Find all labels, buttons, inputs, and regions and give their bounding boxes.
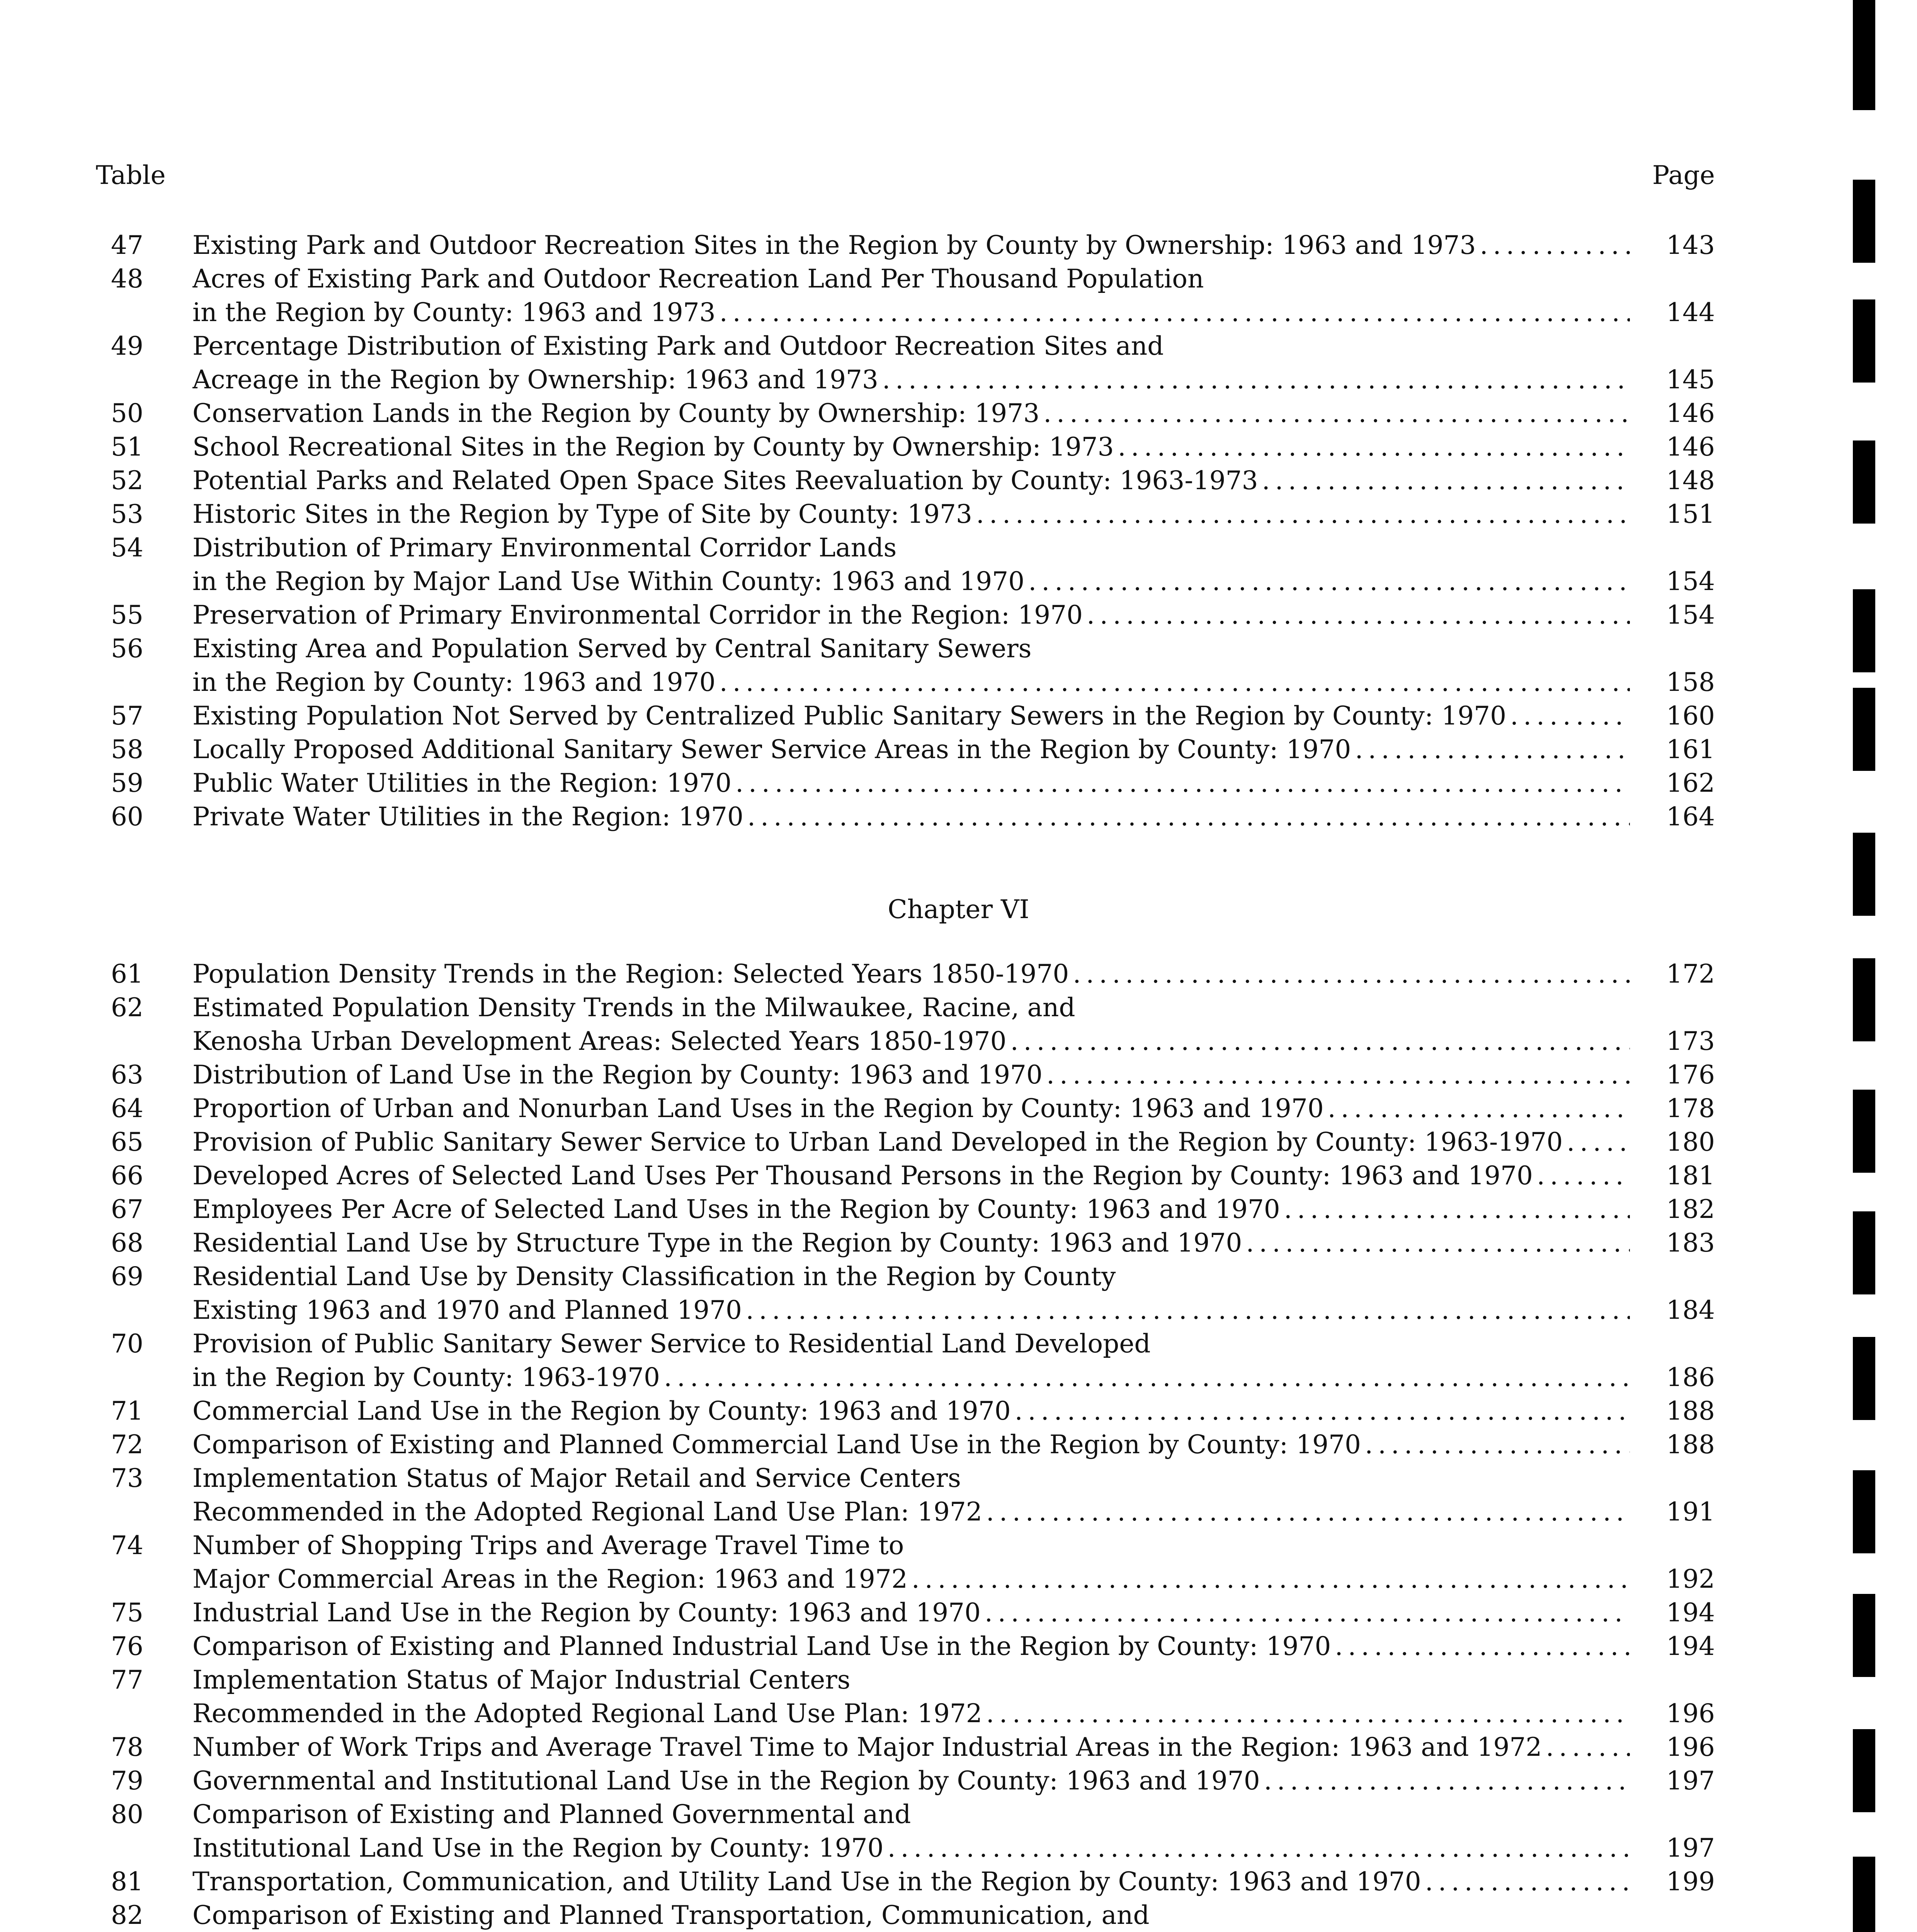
table-title: Comparison of Existing and Planned Commercial Land Use in the Region by County: 1970 . . . — [192, 1430, 1630, 1459]
chapter-heading: Chapter VI — [888, 895, 1029, 924]
toc-entry-line — [0, 1329, 1917, 1362]
table-title: in the Region by County: 1963-1970 . . . — [192, 1362, 1630, 1392]
page-number: 146 — [1666, 398, 1715, 428]
toc-entry-line — [0, 1497, 1917, 1531]
toc-entry — [0, 1799, 1917, 1867]
table-number: 82 — [111, 1900, 143, 1930]
toc-entry-line — [0, 1699, 1917, 1732]
toc-entry-line — [0, 466, 1917, 499]
table-number: 67 — [111, 1194, 143, 1224]
toc-entry — [0, 1329, 1917, 1396]
table-number: 80 — [111, 1799, 143, 1829]
toc-entry-line — [0, 993, 1917, 1026]
toc-entry — [0, 1867, 1917, 1900]
toc-entry-line — [0, 1463, 1917, 1497]
table-title: Potential Parks and Related Open Space Sites Reevaluation by County: 1963-1973 . . . — [192, 466, 1630, 495]
toc-entry-line — [0, 1833, 1917, 1867]
toc-entry-line — [0, 1161, 1917, 1194]
toc-entry — [0, 1430, 1917, 1463]
table-number: 64 — [111, 1094, 143, 1123]
table-title: Institutional Land Use in the Region by County: 1970 . . . — [192, 1833, 1630, 1863]
table-number: 71 — [111, 1396, 143, 1426]
table-number: 81 — [111, 1867, 143, 1896]
toc-entry — [0, 735, 1917, 768]
table-title: Residential Land Use by Density Classification in the Region by County — [192, 1262, 1630, 1291]
binding-mark — [1853, 440, 1875, 524]
table-title: Distribution of Primary Environmental Corridor Lands — [192, 533, 1630, 563]
table-title: Existing Park and Outdoor Recreation Sites in the Region by County by Ownership: 1963 and 1973 . . . — [192, 230, 1630, 260]
binding-mark — [1853, 180, 1875, 263]
toc-entry — [0, 959, 1917, 993]
table-title: Number of Work Trips and Average Travel Time to Major Industrial Areas in the Region: 1963 and 1972 . . . — [192, 1732, 1630, 1762]
page-number: 196 — [1666, 1699, 1715, 1728]
table-number: 49 — [111, 331, 143, 361]
binding-mark — [1853, 1337, 1875, 1420]
table-number: 53 — [111, 499, 143, 529]
binding-mark — [1853, 1090, 1875, 1173]
table-title: Public Water Utilities in the Region: 1970 . . . — [192, 768, 1630, 798]
table-number: 66 — [111, 1161, 143, 1190]
page-number: 146 — [1666, 432, 1715, 462]
table-title: Comparison of Existing and Planned Governmental and — [192, 1799, 1630, 1829]
table-number: 59 — [111, 768, 143, 798]
toc-entry-line — [0, 499, 1917, 533]
toc-entry — [0, 1900, 1917, 1932]
page-number: 145 — [1666, 365, 1715, 395]
toc-entry — [0, 1766, 1917, 1799]
binding-mark — [1853, 1594, 1875, 1677]
toc-entry-line — [0, 365, 1917, 398]
page-number: 176 — [1666, 1060, 1715, 1090]
table-list-section-1 — [0, 230, 1917, 835]
table-column-header: Table — [96, 160, 166, 190]
binding-mark — [1853, 1729, 1875, 1812]
table-number: 58 — [111, 735, 143, 764]
table-title: Major Commercial Areas in the Region: 1963 and 1972 . . . — [192, 1564, 1630, 1594]
table-number: 70 — [111, 1329, 143, 1359]
binding-mark — [1853, 1470, 1875, 1553]
toc-entry-line — [0, 1295, 1917, 1329]
binding-mark — [1853, 1857, 1875, 1932]
toc-entry-line — [0, 1362, 1917, 1396]
table-number: 61 — [111, 959, 143, 989]
binding-mark — [1853, 958, 1875, 1041]
toc-entry-line — [0, 1262, 1917, 1295]
toc-entry-line — [0, 1060, 1917, 1094]
page-number: 197 — [1666, 1833, 1715, 1863]
page-number: 164 — [1666, 802, 1715, 832]
page-number: 178 — [1666, 1094, 1715, 1123]
table-title: Employees Per Acre of Selected Land Uses in the Region by County: 1963 and 1970 . . . — [192, 1194, 1630, 1224]
table-number: 47 — [111, 230, 143, 260]
toc-entry-line — [0, 432, 1917, 466]
toc-entry-line — [0, 1531, 1917, 1564]
toc-entry — [0, 701, 1917, 735]
page-number: 194 — [1666, 1598, 1715, 1628]
table-number: 79 — [111, 1766, 143, 1796]
toc-entry — [0, 230, 1917, 264]
toc-entry-line — [0, 1026, 1917, 1060]
table-title: Percentage Distribution of Existing Park and Outdoor Recreation Sites and — [192, 331, 1630, 361]
table-title: Kenosha Urban Development Areas: Selected Years 1850-1970 . . . — [192, 1026, 1630, 1056]
toc-entry-line — [0, 1631, 1917, 1665]
toc-entry-line — [0, 566, 1917, 600]
page-number: 172 — [1666, 959, 1715, 989]
toc-entry-line — [0, 1799, 1917, 1833]
page-number: 173 — [1666, 1026, 1715, 1056]
toc-entry — [0, 802, 1917, 835]
toc-entry-line — [0, 768, 1917, 802]
table-title: Existing 1963 and 1970 and Planned 1970 . . . — [192, 1295, 1630, 1325]
toc-entry-line — [0, 1867, 1917, 1900]
page-number: 162 — [1666, 768, 1715, 798]
table-title: Commercial Land Use in the Region by County: 1963 and 1970 . . . — [192, 1396, 1630, 1426]
table-number: 75 — [111, 1598, 143, 1628]
toc-entry-line — [0, 735, 1917, 768]
toc-entry — [0, 432, 1917, 466]
toc-entry-line — [0, 802, 1917, 835]
page-number: 180 — [1666, 1127, 1715, 1157]
table-title: Conservation Lands in the Region by County by Ownership: 1973 . . . — [192, 398, 1630, 428]
table-number: 50 — [111, 398, 143, 428]
table-title: Implementation Status of Major Industrial Centers — [192, 1665, 1630, 1695]
page-number: 197 — [1666, 1766, 1715, 1796]
table-title: Number of Shopping Trips and Average Travel Time to — [192, 1531, 1630, 1560]
toc-entry-line — [0, 1194, 1917, 1228]
table-title: Residential Land Use by Structure Type in the Region by County: 1963 and 1970 . . . — [192, 1228, 1630, 1258]
page-number: 194 — [1666, 1631, 1715, 1661]
toc-entry-line — [0, 533, 1917, 566]
binding-mark — [1853, 589, 1875, 672]
toc-entry — [0, 600, 1917, 634]
page-number: 158 — [1666, 667, 1715, 697]
binding-mark — [1853, 0, 1875, 110]
toc-entry-line — [0, 600, 1917, 634]
table-title: Locally Proposed Additional Sanitary Sewer Service Areas in the Region by County: 1970 . . . — [192, 735, 1630, 764]
toc-entry — [0, 533, 1917, 600]
toc-entry — [0, 1598, 1917, 1631]
toc-entry-line — [0, 1127, 1917, 1161]
table-title: Comparison of Existing and Planned Industrial Land Use in the Region by County: 1970 . . . — [192, 1631, 1630, 1661]
toc-entry — [0, 466, 1917, 499]
toc-entry — [0, 1127, 1917, 1161]
table-title: in the Region by County: 1963 and 1973 . . . — [192, 298, 1630, 327]
table-title: Acreage in the Region by Ownership: 1963 and 1973 . . . — [192, 365, 1630, 395]
binding-mark — [1853, 833, 1875, 916]
table-title: Existing Population Not Served by Centralized Public Sanitary Sewers in the Region by County: 1970 . . . — [192, 701, 1630, 731]
toc-entry-line — [0, 230, 1917, 264]
table-number: 62 — [111, 993, 143, 1022]
table-number: 48 — [111, 264, 143, 294]
page-number: 182 — [1666, 1194, 1715, 1224]
table-title: Industrial Land Use in the Region by County: 1963 and 1970 . . . — [192, 1598, 1630, 1628]
toc-entry-line — [0, 1900, 1917, 1932]
page-number: 148 — [1666, 466, 1715, 495]
table-number: 78 — [111, 1732, 143, 1762]
table-number: 54 — [111, 533, 143, 563]
toc-entry — [0, 1732, 1917, 1766]
toc-entry-line — [0, 1396, 1917, 1430]
toc-entry-line — [0, 1598, 1917, 1631]
toc-entry-line — [0, 667, 1917, 701]
toc-entry-line — [0, 701, 1917, 735]
table-title: Developed Acres of Selected Land Uses Per Thousand Persons in the Region by County: 1963 and 1970 . . . — [192, 1161, 1630, 1190]
table-number: 74 — [111, 1531, 143, 1560]
toc-entry-line — [0, 1564, 1917, 1598]
page-number: 160 — [1666, 701, 1715, 731]
page-number: 181 — [1666, 1161, 1715, 1190]
toc-entry-line — [0, 1766, 1917, 1799]
table-title: in the Region by Major Land Use Within County: 1963 and 1970 . . . — [192, 566, 1630, 596]
table-number: 57 — [111, 701, 143, 731]
table-number: 72 — [111, 1430, 143, 1459]
page-number: 143 — [1666, 230, 1715, 260]
toc-entry — [0, 1463, 1917, 1531]
toc-entry — [0, 499, 1917, 533]
toc-entry-line — [0, 1228, 1917, 1262]
table-number: 77 — [111, 1665, 143, 1695]
table-number: 55 — [111, 600, 143, 630]
table-number: 63 — [111, 1060, 143, 1090]
page-number: 184 — [1666, 1295, 1715, 1325]
toc-entry-line — [0, 1094, 1917, 1127]
toc-entry-line — [0, 264, 1917, 298]
table-number: 65 — [111, 1127, 143, 1157]
toc-entry — [0, 1631, 1917, 1665]
page-number: 186 — [1666, 1362, 1715, 1392]
toc-entry — [0, 768, 1917, 802]
table-number: 56 — [111, 634, 143, 663]
table-title: Distribution of Land Use in the Region by County: 1963 and 1970 . . . — [192, 1060, 1630, 1090]
table-title: Existing Area and Population Served by Central Sanitary Sewers — [192, 634, 1630, 663]
toc-entry-line — [0, 331, 1917, 365]
toc-entry — [0, 1665, 1917, 1732]
table-title: Preservation of Primary Environmental Corridor in the Region: 1970 . . . — [192, 600, 1630, 630]
toc-entry-line — [0, 1665, 1917, 1699]
table-number: 76 — [111, 1631, 143, 1661]
toc-entry — [0, 398, 1917, 432]
page-number: 196 — [1666, 1732, 1715, 1762]
page-number: 183 — [1666, 1228, 1715, 1258]
page-number: 191 — [1666, 1497, 1715, 1527]
table-title: Implementation Status of Major Retail and Service Centers — [192, 1463, 1630, 1493]
page-number: 154 — [1666, 566, 1715, 596]
table-list-section-2 — [0, 959, 1917, 1932]
table-title: Provision of Public Sanitary Sewer Service to Urban Land Developed in the Region by County: 1963-1970 . . . — [192, 1127, 1630, 1157]
page-number: 192 — [1666, 1564, 1715, 1594]
toc-entry-line — [0, 634, 1917, 667]
page-number: 188 — [1666, 1430, 1715, 1459]
toc-entry — [0, 264, 1917, 331]
table-title: Historic Sites in the Region by Type of Site by County: 1973 . . . — [192, 499, 1630, 529]
toc-entry — [0, 1396, 1917, 1430]
table-number: 52 — [111, 466, 143, 495]
toc-entry-line — [0, 1732, 1917, 1766]
toc-entry — [0, 331, 1917, 398]
table-title: Recommended in the Adopted Regional Land Use Plan: 1972 . . . — [192, 1699, 1630, 1728]
page-number: 154 — [1666, 600, 1715, 630]
toc-entry-line — [0, 1430, 1917, 1463]
table-title: Proportion of Urban and Nonurban Land Uses in the Region by County: 1963 and 1970 . . . — [192, 1094, 1630, 1123]
page-column-header: Page — [1652, 160, 1715, 190]
toc-entry — [0, 1194, 1917, 1228]
toc-entry-line — [0, 398, 1917, 432]
toc-entry — [0, 634, 1917, 701]
table-title: Estimated Population Density Trends in the Milwaukee, Racine, and — [192, 993, 1630, 1022]
page-number: 144 — [1666, 298, 1715, 327]
toc-entry — [0, 1060, 1917, 1094]
table-number: 60 — [111, 802, 143, 832]
table-title: Governmental and Institutional Land Use in the Region by County: 1963 and 1970 . . . — [192, 1766, 1630, 1796]
toc-entry-line — [0, 298, 1917, 331]
binding-mark — [1853, 1211, 1875, 1294]
toc-entry — [0, 993, 1917, 1060]
toc-entry-line — [0, 959, 1917, 993]
table-title: Acres of Existing Park and Outdoor Recreation Land Per Thousand Population — [192, 264, 1630, 294]
page-number: 188 — [1666, 1396, 1715, 1426]
page-number: 199 — [1666, 1867, 1715, 1896]
table-number: 73 — [111, 1463, 143, 1493]
table-number: 69 — [111, 1262, 143, 1291]
toc-entry — [0, 1262, 1917, 1329]
binding-mark — [1853, 299, 1875, 383]
table-title: Population Density Trends in the Region: Selected Years 1850-1970 . . . — [192, 959, 1630, 989]
page-number: 161 — [1666, 735, 1715, 764]
table-title: Provision of Public Sanitary Sewer Service to Residential Land Developed — [192, 1329, 1630, 1359]
toc-entry — [0, 1531, 1917, 1598]
table-number: 68 — [111, 1228, 143, 1258]
table-title: Recommended in the Adopted Regional Land Use Plan: 1972 . . . — [192, 1497, 1630, 1527]
table-title: Comparison of Existing and Planned Transportation, Communication, and — [192, 1900, 1630, 1930]
table-title: Private Water Utilities in the Region: 1970 . . . — [192, 802, 1630, 832]
toc-entry — [0, 1161, 1917, 1194]
toc-entry — [0, 1228, 1917, 1262]
page-number: 151 — [1666, 499, 1715, 529]
binding-mark — [1853, 688, 1875, 771]
toc-entry — [0, 1094, 1917, 1127]
table-title: School Recreational Sites in the Region by County by Ownership: 1973 . . . — [192, 432, 1630, 462]
table-title: in the Region by County: 1963 and 1970 . . . — [192, 667, 1630, 697]
table-title: Transportation, Communication, and Utility Land Use in the Region by County: 1963 and 1970 . . . — [192, 1867, 1630, 1896]
table-number: 51 — [111, 432, 143, 462]
